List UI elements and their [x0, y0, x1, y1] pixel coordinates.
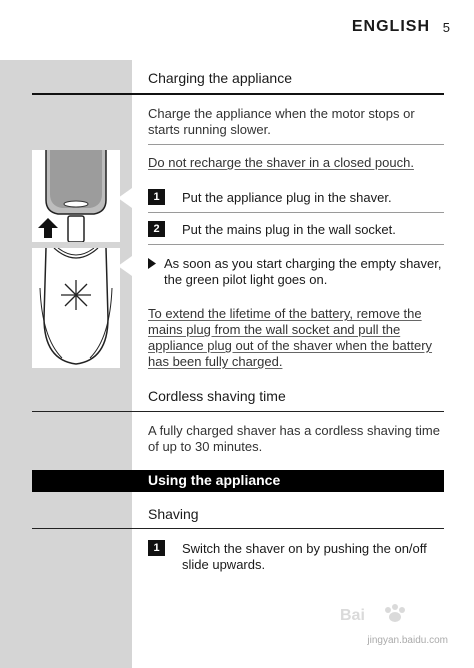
- step-number: 1: [148, 540, 165, 556]
- section-title-shaving: Shaving: [148, 506, 199, 522]
- step-text: Switch the shaver on by pushing the on/off slide upwards.: [182, 541, 427, 572]
- section-title-charging: Charging the appliance: [148, 70, 292, 86]
- divider: [148, 144, 444, 145]
- charging-intro: Charge the appliance when the motor stops or starts running slower.: [148, 106, 415, 137]
- page-number: 5: [442, 20, 450, 35]
- figure-pilot-light: [32, 248, 120, 368]
- svg-text:Bai: Bai: [340, 607, 365, 624]
- bullet-arrow-icon: [148, 258, 156, 269]
- section-rule: [32, 93, 444, 95]
- section-rule: [32, 411, 444, 412]
- chapter-title: Using the appliance: [148, 472, 281, 488]
- figure-pointer-icon: [118, 188, 132, 208]
- header-language: ENGLISH: [351, 18, 430, 35]
- step-number: 2: [148, 221, 165, 237]
- figure-shaver-plug: [32, 150, 120, 242]
- cordless-text: A fully charged shaver has a cordless shaving time of up to 30 minutes.: [148, 423, 440, 454]
- chapter-banner: [32, 470, 444, 492]
- shaver-pilot-light-illustration-icon: [32, 248, 120, 368]
- baidu-watermark-icon: [338, 600, 448, 640]
- step-number: 1: [148, 189, 165, 205]
- divider: [148, 244, 444, 245]
- divider: [148, 212, 444, 213]
- bullet-text: As soon as you start charging the empty shaver, the green pilot light goes on.: [164, 256, 442, 287]
- shaver-plug-illustration-icon: [32, 150, 120, 242]
- figure-pointer-icon: [118, 256, 132, 276]
- step-text: Put the appliance plug in the shaver.: [182, 190, 392, 205]
- charging-warning: Do not recharge the shaver in a closed pouch.: [148, 155, 414, 170]
- battery-tip: To extend the lifetime of the battery, remove the mains plug from the wall socket and pull the appliance plug out of the shaver when the battery has been fully charged.: [148, 306, 433, 369]
- section-title-cordless: Cordless shaving time: [148, 388, 286, 404]
- watermark-text: jingyan.baidu.com: [367, 635, 448, 646]
- step-text: Put the mains plug in the wall socket.: [182, 222, 396, 237]
- section-rule: [32, 528, 444, 529]
